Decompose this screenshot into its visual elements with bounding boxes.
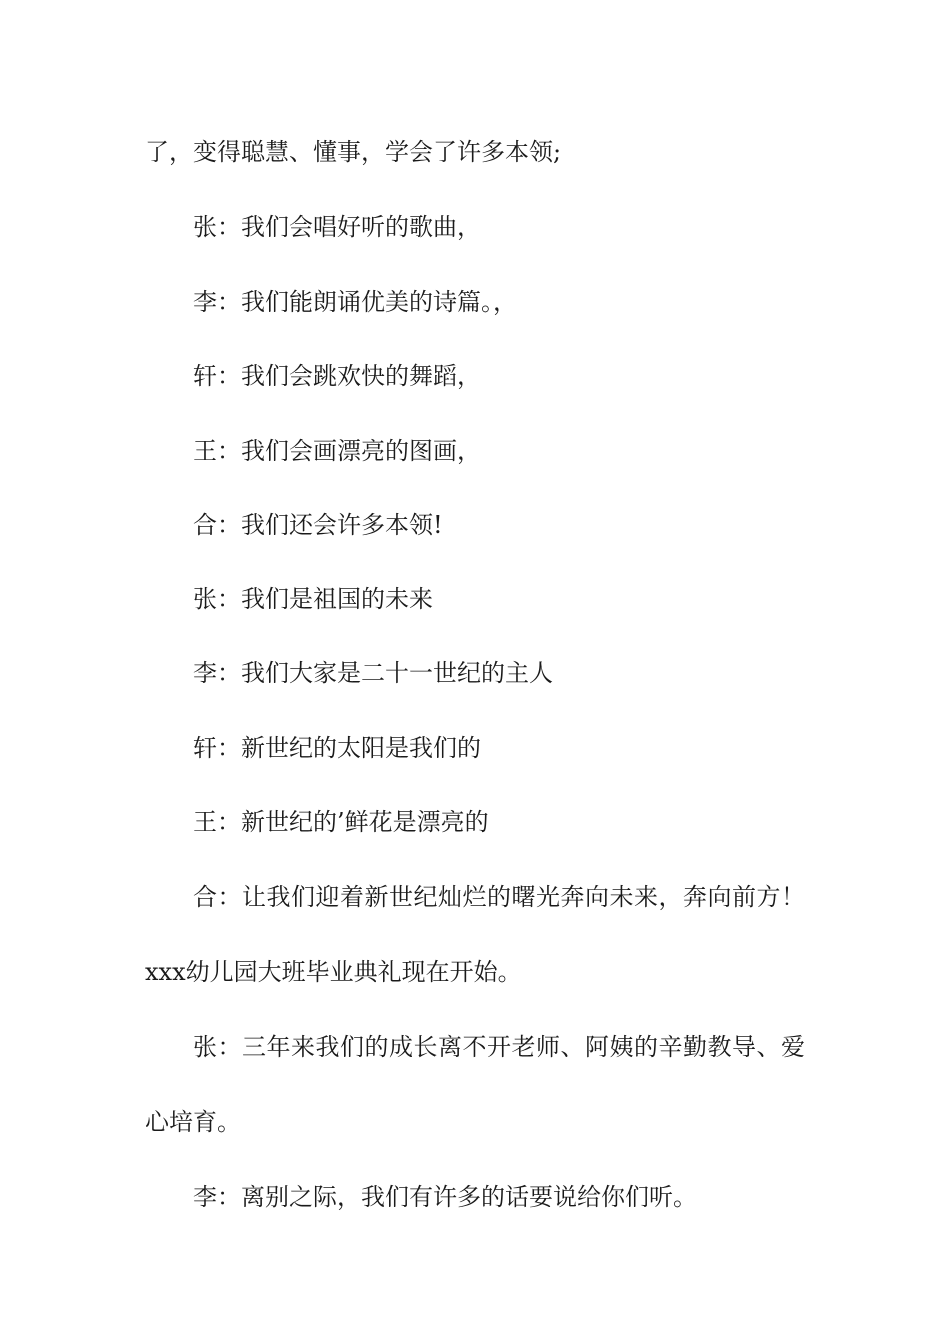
paragraph-line: xxx幼儿园大班毕业典礼现在开始。	[145, 958, 522, 986]
dialogue-line-together: 合：我们还会许多本领!	[193, 511, 443, 539]
dialogue-line-wang: 王：新世纪的’鲜花是漂亮的	[193, 808, 489, 836]
dialogue-line-zhang: 张：我们会唱好听的歌曲，	[193, 213, 481, 241]
dialogue-line-xuan: 轩：我们会跳欢快的舞蹈，	[193, 362, 481, 390]
dialogue-line-li: 李：我们大家是二十一世纪的主人	[193, 659, 553, 687]
dialogue-line-li: 李：我们能朗诵优美的诗篇。，	[193, 288, 517, 316]
dialogue-line-wang: 王：我们会画漂亮的图画，	[193, 437, 481, 465]
dialogue-line-together: 合：让我们迎着新世纪灿烂的曙光奔向未来，奔向前方！	[193, 883, 806, 911]
dialogue-line-zhang: 张：我们是祖国的未来	[193, 585, 433, 613]
paragraph-line: 心培育。	[145, 1108, 241, 1136]
dialogue-line-li: 李：离别之际，我们有许多的话要说给你们听。	[193, 1183, 697, 1211]
dialogue-line-zhang: 张：三年来我们的成长离不开老师、阿姨的辛勤教导、爱	[193, 1033, 806, 1061]
dialogue-line-xuan: 轩：新世纪的太阳是我们的	[193, 734, 481, 762]
paragraph-line: 了，变得聪慧、懂事，学会了许多本领;	[145, 138, 562, 166]
